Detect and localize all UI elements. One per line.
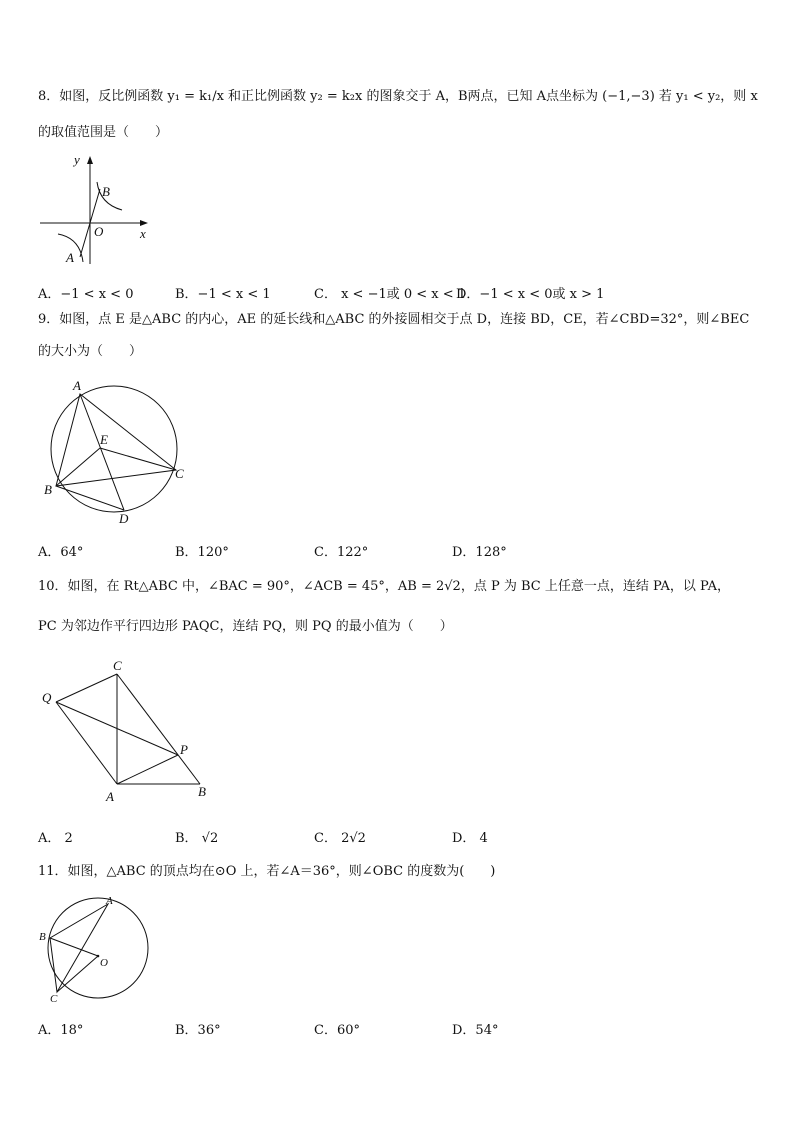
q10-option-c: C． 2√2 (314, 831, 366, 846)
q8-label-x: x (140, 226, 146, 241)
q9-label-c: C (175, 466, 184, 481)
q10-option-d: D． 4 (452, 831, 488, 846)
q9-label-e: E (100, 432, 108, 447)
q9-option-c: C．122° (314, 545, 369, 560)
q9-option-b: B．120° (175, 545, 229, 560)
q8-label-b: B (102, 184, 110, 199)
q9-line-ce (100, 448, 176, 470)
q8-option-c: C． x < −1或 0 < x < 1 (314, 287, 467, 302)
q11-label-o: O (100, 957, 108, 969)
q11-option-c: C．60° (314, 1023, 360, 1038)
q10-stem-line1: 10．如图，在 Rt△ABC 中，∠BAC = 90°，∠ACB = 45°，AB = 2√2，点 P 为 BC 上任意一点，连结 PA，以 PA， (38, 579, 730, 594)
q10-label-c: C (113, 658, 122, 673)
q8-stem-line2: 的取值范围是（ ） (38, 125, 169, 140)
q11-line-ob (50, 938, 98, 956)
q10-label-a: A (106, 789, 114, 804)
q11-option-b: B．36° (175, 1023, 221, 1038)
q10-label-q: Q (42, 690, 52, 705)
q8-figure (36, 152, 156, 267)
q9-option-a: A．64° (38, 545, 84, 560)
q9-figure (40, 376, 190, 528)
q11-figure (36, 892, 156, 1004)
q9-option-d: D．128° (452, 545, 507, 560)
q8-y-arrow (87, 156, 93, 164)
q9-circumcircle (51, 386, 177, 512)
q10-option-b: B． √2 (175, 831, 219, 846)
q8-stem-line1: 8．如图，反比例函数 y₁ = k₁/x 和正比例函数 y₂ = k₂x 的图象交于 A，B两点，已知 A点坐标为 (−1,−3) 若 y₁ < y₂，则 x (38, 89, 758, 104)
q8-label-y: y (74, 152, 80, 167)
q11-label-c: C (50, 993, 58, 1004)
q10-line-qc (56, 674, 117, 702)
q11-option-a: A．18° (38, 1023, 84, 1038)
q11-option-d: D．54° (452, 1023, 499, 1038)
q8-label-a: A (66, 250, 74, 265)
q10-figure (40, 656, 220, 806)
q11-label-a: A (106, 895, 113, 907)
q9-stem-line2: 的大小为（ ） (38, 344, 143, 359)
q9-triangle-abc (56, 394, 176, 486)
q9-label-d: D (119, 511, 129, 526)
q10-stem-line2: PC 为邻边作平行四边形 PAQC，连结 PQ，则 PQ 的最小值为（ ） (38, 619, 453, 634)
q11-circle-o (48, 898, 148, 998)
q10-line-pa (117, 755, 178, 784)
q9-label-b: B (44, 482, 52, 497)
q9-line-bd (56, 486, 124, 510)
q9-label-a: A (73, 378, 81, 393)
q10-line-cb (117, 674, 200, 784)
q8-option-d: D．−1 < x < 0或 x > 1 (456, 287, 605, 302)
q10-line-qa (56, 702, 117, 784)
q10-option-a: A． 2 (38, 831, 73, 846)
q11-stem-line1: 11．如图，△ABC 的顶点均在⊙O 上，若∠A＝36°，则∠OBC 的度数为( ) (38, 864, 496, 879)
q11-line-oc (57, 956, 98, 992)
q8-label-o: O (94, 224, 104, 239)
q10-label-p: P (180, 742, 188, 757)
q8-option-b: B．−1 < x < 1 (175, 287, 271, 302)
q11-center-dot (97, 955, 100, 958)
q9-line-be (56, 448, 100, 486)
q9-stem-line1: 9．如图，点 E 是△ABC 的内心，AE 的延长线和△ABC 的外接圆相交于点 D，连接 BD，CE，若∠CBD=32°，则∠BEC (38, 312, 750, 327)
q11-label-b: B (39, 931, 46, 943)
q10-label-b: B (198, 784, 206, 799)
q8-option-a: A．−1 < x < 0 (38, 287, 134, 302)
